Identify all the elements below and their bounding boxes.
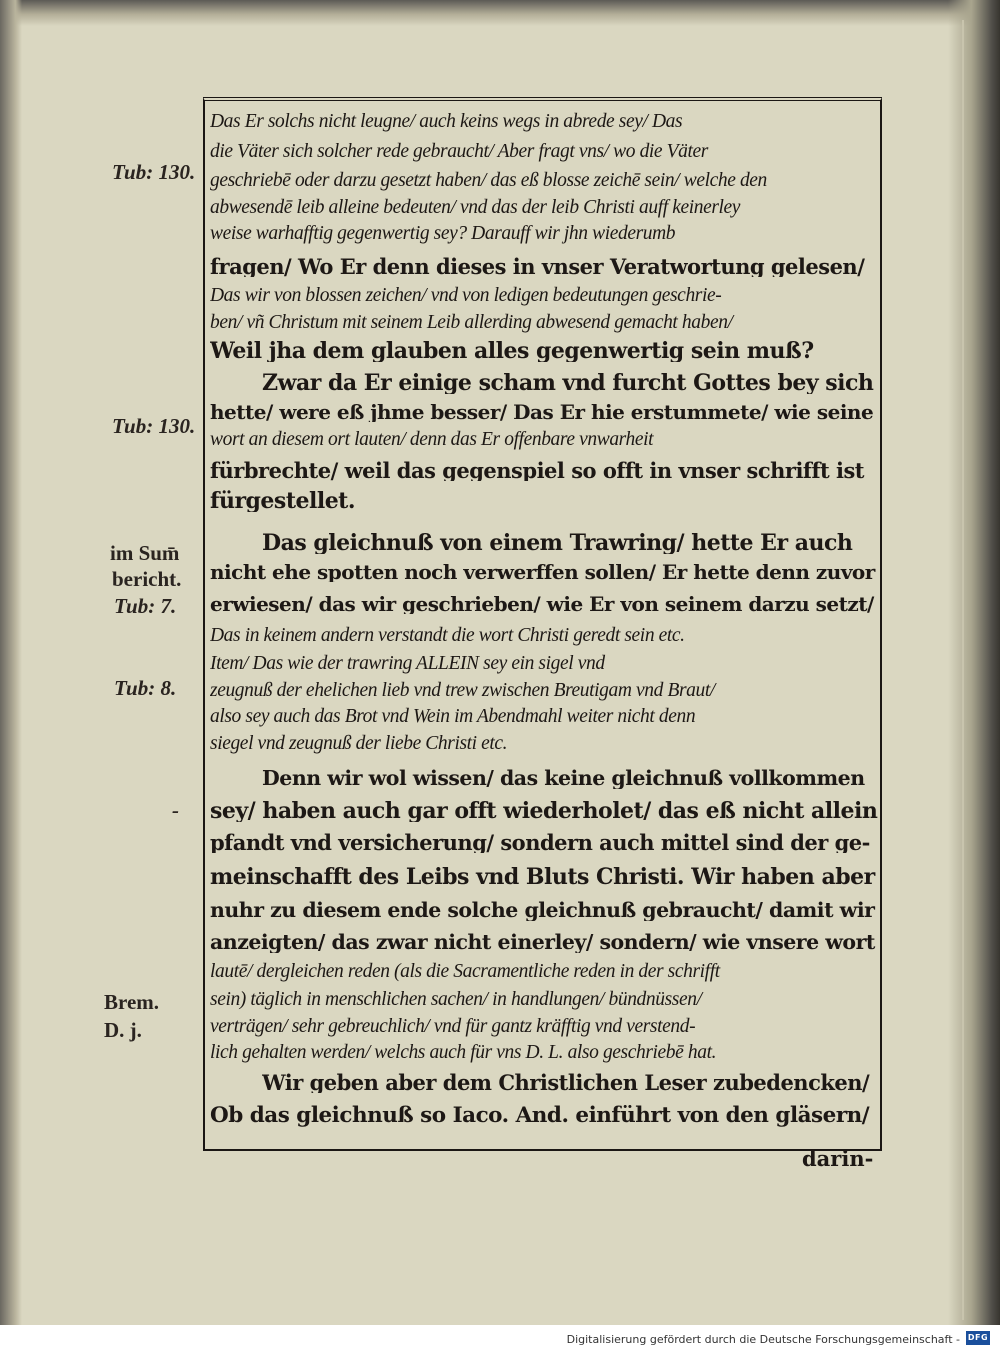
- catchword: darin-: [802, 1146, 874, 1171]
- margin-note: D. j.: [104, 1018, 142, 1042]
- page-shadow-left: [0, 0, 22, 1325]
- margin-note: im Sum̄: [110, 541, 180, 565]
- text-line: abwesendē leib alleine bedeuten/ vnd das der leib Christi auff keinerley: [210, 198, 741, 218]
- text-line: Das Er solchs nicht leugne/ auch keins wegs in abrede sey/ Das: [210, 112, 683, 132]
- text-line: Das gleichnuß von einem Trawring/ hette Er auch: [262, 532, 853, 554]
- text-line: Ob das gleichnuß so Iaco. And. einführt von den gläsern/: [210, 1105, 870, 1127]
- text-line: Denn wir wol wissen/ das keine gleichnuß vollkommen: [262, 768, 865, 789]
- text-line: Zwar da Er einige scham vnd furcht Gottes bey sich: [262, 372, 874, 394]
- text-line: wort an diesem ort lauten/ denn das Er offenbare vnwarheit: [210, 430, 654, 450]
- page-shadow-top: [0, 0, 1000, 26]
- text-line: pfandt vnd versicherung/ sondern auch mittel sind der ge-: [210, 832, 870, 853]
- text-line: Weil jha dem glauben alles gegenwertig sein muß?: [210, 340, 814, 362]
- text-line: meinschafft des Leibs vnd Bluts Christi. Wir haben aber: [210, 866, 875, 888]
- text-line: sey/ haben auch gar offt wiederholet/ das eß nicht allein: [210, 800, 878, 822]
- text-line: Item/ Das wie der trawring ALLEIN sey ein sigel vnd: [210, 654, 605, 674]
- margin-note: Brem.: [104, 990, 160, 1014]
- margin-note: Tub: 7.: [114, 594, 177, 618]
- text-line: fürbrechte/ weil das gegenspiel so offt in vnser schrifft ist: [210, 460, 864, 481]
- text-line: verträgen/ sehr gebreuchlich/ vnd für gantz kräfftig vnd verstend-: [210, 1017, 696, 1037]
- margin-note: -: [172, 798, 179, 822]
- text-line: Das wir von blossen zeichen/ vnd von ledigen bedeutungen geschrie-: [210, 286, 722, 306]
- text-line: Das in keinem andern verstandt die wort Christi geredt sein etc.: [210, 626, 685, 646]
- text-line: fragen/ Wo Er denn dieses in vnser Veratwortung gelesen/: [210, 256, 865, 277]
- text-line: die Väter sich solcher rede gebraucht/ Aber fragt vns/ wo die Väter: [210, 142, 708, 162]
- text-line: also sey auch das Brot vnd Wein im Abendmahl weiter nicht denn: [210, 707, 696, 727]
- dfg-credit-text: Digitalisierung gefördert durch die Deutsche Forschungsgemeinschaft -: [566, 1333, 960, 1346]
- text-line: weise warhafftig gegenwertig sey? Darauff wir jhn wiederumb: [210, 224, 676, 244]
- text-line: geschriebē oder darzu gesetzt haben/ das eß blosse zeichē sein/ welche den: [210, 171, 767, 191]
- margin-note: bericht.: [112, 567, 182, 591]
- text-line: sein) täglich in menschlichen sachen/ in handlungen/ bündnüssen/: [210, 990, 702, 1010]
- margin-note: Tub: 130.: [112, 160, 196, 184]
- text-line: anzeigten/ das zwar nicht einerley/ sondern/ wie vnsere wort: [210, 932, 875, 953]
- text-line: nicht ehe spotten noch verwerffen sollen/ Er hette denn zuvor: [210, 562, 875, 582]
- footer-bar: [0, 1325, 1000, 1352]
- text-line: erwiesen/ das wir geschrieben/ wie Er von seinem darzu setzt/: [210, 594, 874, 614]
- dfg-logo: DFG: [966, 1331, 990, 1345]
- margin-note: Tub: 130.: [112, 414, 196, 438]
- text-line: ben/ vñ Christum mit seinem Leib allerding abwesend gemacht haben/: [210, 313, 733, 333]
- text-line: Wir geben aber dem Christlichen Leser zubedencken/: [262, 1072, 870, 1093]
- text-line: hette/ were eß jhme besser/ Das Er hie erstummete/ wie seine: [210, 402, 874, 422]
- text-line: zeugnuß der ehelichen lieb vnd trew zwischen Breutigam vnd Braut/: [210, 681, 715, 701]
- text-line: lich gehalten werden/ welchs auch für vns D. L. also geschriebē hat.: [210, 1043, 717, 1063]
- margin-note: Tub: 8.: [114, 676, 177, 700]
- page-edge: [962, 20, 964, 1320]
- text-line: fürgestellet.: [210, 490, 356, 512]
- page-shadow-right: [948, 0, 1000, 1325]
- text-line: lautē/ dergleichen reden (als die Sacramentliche reden in der schrifft: [210, 962, 720, 982]
- text-line: nuhr zu diesem ende solche gleichnuß gebraucht/ damit wir: [210, 900, 875, 921]
- text-line: siegel vnd zeugnuß der liebe Christi etc.: [210, 734, 508, 754]
